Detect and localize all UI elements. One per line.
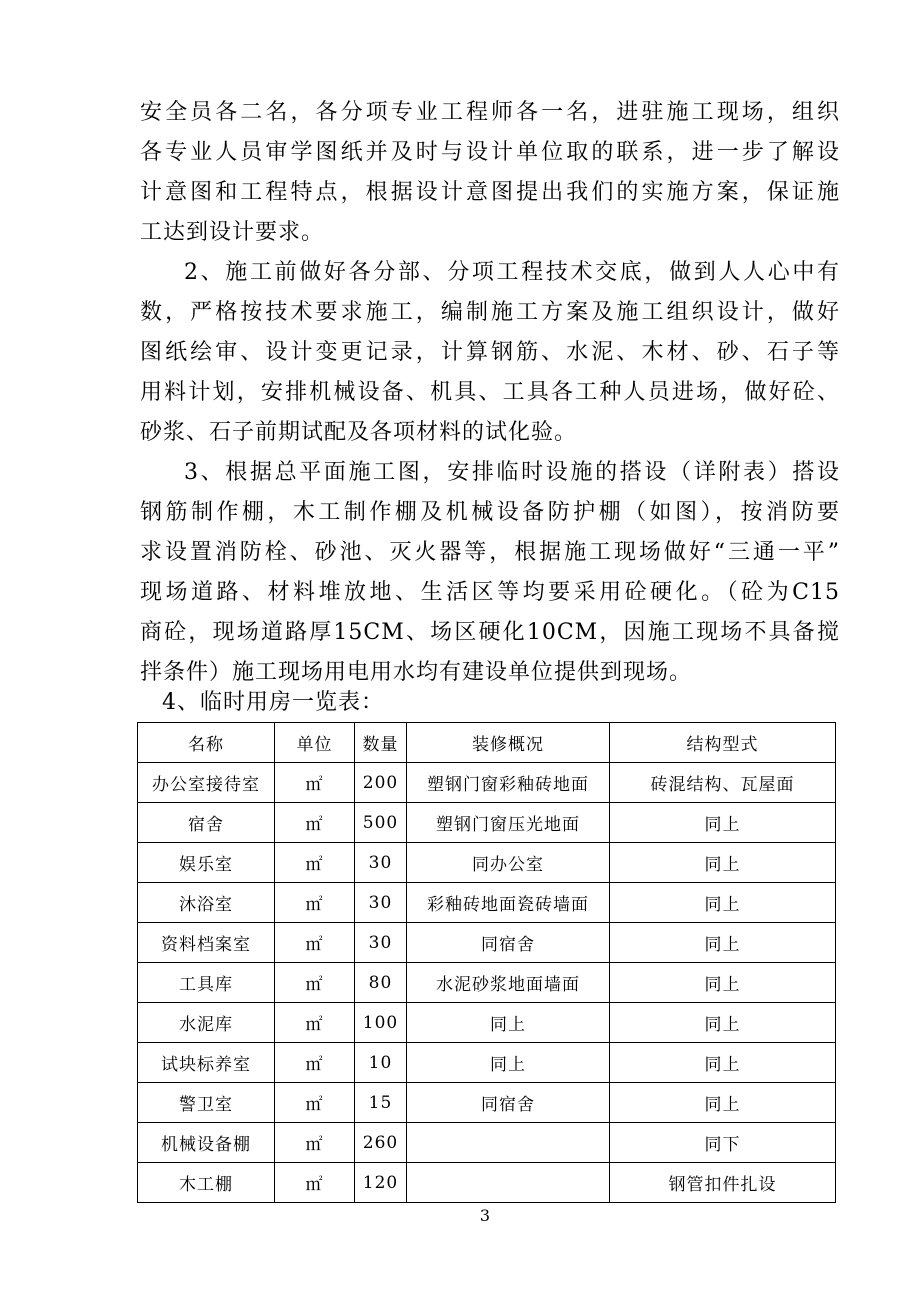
table-row	[138, 763, 836, 803]
cell-decoration: 同办公室	[407, 843, 610, 883]
cell-quantity: 10	[355, 1043, 407, 1083]
paragraph-3	[140, 453, 840, 693]
cell-name: 试块标养室	[138, 1043, 275, 1083]
table-row	[138, 923, 836, 963]
table-row	[138, 1123, 836, 1163]
cell-decoration	[407, 1163, 610, 1203]
cell-structure: 同上	[610, 1003, 836, 1043]
cell-structure: 同下	[610, 1123, 836, 1163]
cell-quantity: 30	[355, 843, 407, 883]
column-header-unit: 单位	[275, 723, 355, 763]
cell-decoration: 同上	[407, 1043, 610, 1083]
text-line: 现场道路、材料堆放地、生活区等均要采用砼硬化。（砼为C15	[140, 580, 840, 605]
cell-structure: 同上	[610, 963, 836, 1003]
cell-name: 水泥库	[138, 1003, 275, 1043]
paragraph-1	[140, 93, 840, 253]
cell-structure: 同上	[610, 923, 836, 963]
text-line: 2、施工前做好各分部、分项工程技术交底，做到人人心中有	[184, 260, 840, 285]
text-line: 用料计划，安排机械设备、机具、工具各工种人员进场，做好砼、	[140, 380, 840, 405]
cell-structure: 同上	[610, 1083, 836, 1123]
cell-name: 办公室接待室	[138, 763, 275, 803]
text-line: 计意图和工程特点，根据设计意图提出我们的实施方案，保证施	[140, 180, 840, 205]
table-row	[138, 1043, 836, 1083]
table-row	[138, 963, 836, 1003]
cell-unit: ㎡	[275, 1163, 355, 1203]
cell-structure: 钢管扣件扎设	[610, 1163, 836, 1203]
text-line: 各专业人员审学图纸并及时与设计单位取的联系，进一步了解设	[140, 140, 840, 165]
cell-decoration: 彩釉砖地面瓷砖墙面	[407, 883, 610, 923]
cell-structure: 砖混结构、瓦屋面	[610, 763, 836, 803]
text-line: 求设置消防栓、砂池、灭火器等，根据施工现场做好“三通一平”	[140, 540, 840, 565]
text-line: 图纸绘审、设计变更记录，计算钢筋、水泥、木材、砂、石子等	[140, 340, 840, 365]
table-body	[138, 763, 836, 1203]
cell-quantity: 15	[355, 1083, 407, 1123]
cell-quantity: 100	[355, 1003, 407, 1043]
table-row	[138, 843, 836, 883]
cell-unit: ㎡	[275, 1123, 355, 1163]
table-header-row	[138, 723, 836, 763]
cell-quantity: 120	[355, 1163, 407, 1203]
cell-decoration: 同上	[407, 1003, 610, 1043]
table-row	[138, 803, 836, 843]
cell-quantity: 500	[355, 803, 407, 843]
cell-structure: 同上	[610, 843, 836, 883]
column-header-decoration: 装修概况	[407, 723, 610, 763]
cell-unit: ㎡	[275, 963, 355, 1003]
cell-quantity: 30	[355, 923, 407, 963]
cell-name: 机械设备棚	[138, 1123, 275, 1163]
cell-name: 警卫室	[138, 1083, 275, 1123]
text-line: 数，严格按技术要求施工，编制施工方案及施工组织设计，做好	[140, 300, 840, 325]
cell-name: 木工棚	[138, 1163, 275, 1203]
cell-name: 娱乐室	[138, 843, 275, 883]
temporary-housing-table	[137, 722, 836, 1203]
cell-unit: ㎡	[275, 1083, 355, 1123]
column-header-structure: 结构型式	[610, 723, 836, 763]
table-title: 4、临时用房一览表：	[162, 690, 384, 715]
cell-structure: 同上	[610, 803, 836, 843]
cell-decoration: 水泥砂浆地面墙面	[407, 963, 610, 1003]
cell-structure: 同上	[610, 1043, 836, 1083]
text-line: 工达到设计要求。	[140, 220, 325, 245]
cell-decoration: 塑钢门窗压光地面	[407, 803, 610, 843]
cell-decoration: 塑钢门窗彩釉砖地面	[407, 763, 610, 803]
cell-quantity: 30	[355, 883, 407, 923]
cell-name: 工具库	[138, 963, 275, 1003]
text-line: 3、根据总平面施工图，安排临时设施的搭设（详附表）搭设	[184, 460, 840, 485]
text-line: 钢筋制作棚，木工制作棚及机械设备防护棚（如图），按消防要	[140, 500, 840, 525]
table-row	[138, 883, 836, 923]
cell-name: 宿舍	[138, 803, 275, 843]
cell-structure: 同上	[610, 883, 836, 923]
cell-quantity: 80	[355, 963, 407, 1003]
cell-unit: ㎡	[275, 923, 355, 963]
table-row	[138, 1163, 836, 1203]
cell-unit: ㎡	[275, 763, 355, 803]
cell-decoration	[407, 1123, 610, 1163]
cell-unit: ㎡	[275, 843, 355, 883]
column-header-quantity: 数量	[355, 723, 407, 763]
table-row	[138, 1083, 836, 1123]
page-number: 3	[479, 1206, 491, 1225]
cell-unit: ㎡	[275, 1043, 355, 1083]
cell-decoration: 同宿舍	[407, 1083, 610, 1123]
cell-quantity: 200	[355, 763, 407, 803]
text-line: 拌条件）施工现场用电用水均有建设单位提供到现场。	[140, 660, 693, 685]
cell-name: 沐浴室	[138, 883, 275, 923]
table-row	[138, 1003, 836, 1043]
cell-quantity: 260	[355, 1123, 407, 1163]
cell-name: 资料档案室	[138, 923, 275, 963]
cell-decoration: 同宿舍	[407, 923, 610, 963]
cell-unit: ㎡	[275, 1003, 355, 1043]
paragraph-2	[140, 253, 840, 453]
text-line: 砂浆、石子前期试配及各项材料的试化验。	[140, 420, 578, 445]
text-line: 商砼，现场道路厚15CM、场区硬化10CM，因施工现场不具备搅	[140, 620, 840, 645]
column-header-name: 名称	[138, 723, 275, 763]
cell-unit: ㎡	[275, 803, 355, 843]
text-line: 安全员各二名，各分项专业工程师各一名，进驻施工现场，组织	[140, 100, 840, 125]
cell-unit: ㎡	[275, 883, 355, 923]
